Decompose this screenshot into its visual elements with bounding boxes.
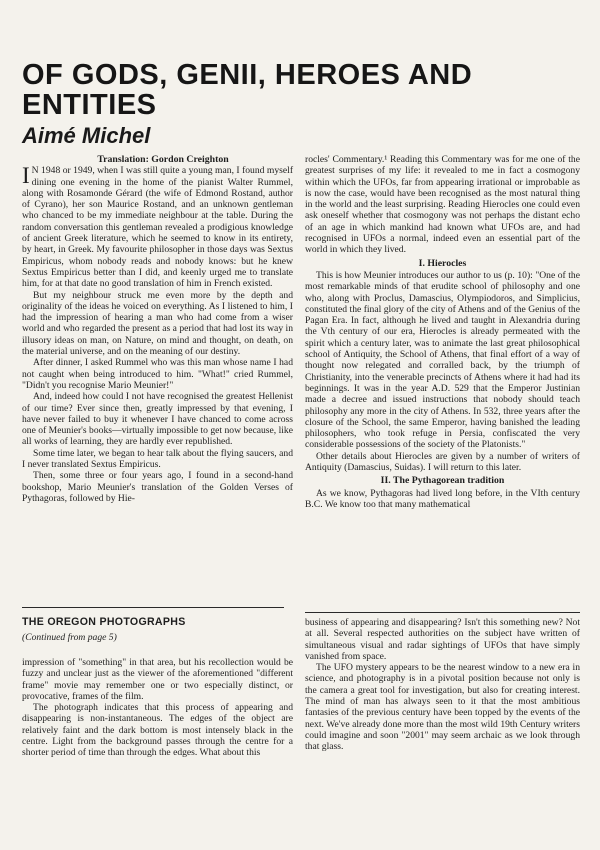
sidebar-paragraph: business of appearing and disappearing? Isn't this something new? Not at all. Several respected authorities on the subject have written of simultaneous visual and radar sightings of UFOs that have simply vanished from space. bbox=[305, 617, 580, 662]
drop-cap-tail: N 1 bbox=[31, 165, 46, 177]
sidebar-paragraph: impression of "something" in that area, but his recollection would be fuzzy and unclear just as the viewer of the aforementioned "different frame" movie may remember one or two especially distinct, or provocative, frames of the film. bbox=[22, 657, 293, 702]
article-paragraph: And, indeed how could I not have recognised the greatest Hellenist of our time? Ever since then, greatly impressed by that evening, I have never failed to buy it whenever I have chanced to come across one of Meunier's books—virtually impossible to get now because, like all works of learning, they are hardly ever republished. bbox=[22, 391, 293, 448]
article-paragraph: This is how Meunier introduces our author to us (p. 10): "One of the most remarkable minds of that erudite school of philosophy and one who, along with Proclus, Damascius, Olympiodoros, and Simplicius, constituted the final glory of the city of Athens and of the Genius of the Pagan Era. In fact, although he lived and taught in Alexandria during the Vth century of our era, Hierocles is already permeated with the spirit which a century later, was to animate the last great philosophical school of Antiquity, the School of Athens, that final effort of a way of thought now relegated and corralled back, by the triumph of Christianity, into the venerable precincts of Athens where it had had its beginnings. It was in the year A.D. 529 that the Emperor Justinian made a decree and issued instructions that nobody should teach philosophy any more in the city of Athens. In 532, three years after the closure of the School, the same Emperor, having banished the leading philosophers, who took refuge in Persia, confiscated the very considerable possessions of the society of the Platonists." bbox=[305, 269, 580, 451]
article-author: Aimé Michel bbox=[22, 123, 151, 148]
opening-paragraph bbox=[22, 165, 293, 289]
sidebar-paragraph: The UFO mystery appears to be the nearest window to a new era in science, and photography is in a pivotal position because not only is the camera a great tool for investigation, but also for creating interest. The mind of man has always seen to it that the most ambitious fantasies of the previous century have been topped by the events of the next. We've already done more than the most wild 19th Century writers could imagine and soon "2001" may seem archaic as we look through that glass. bbox=[305, 662, 580, 753]
article-right-column bbox=[305, 154, 580, 510]
drop-cap: I bbox=[22, 163, 30, 189]
translation-credit: Translation: Gordon Creighton bbox=[97, 154, 229, 165]
section-heading-hierocles: I. Hierocles bbox=[418, 257, 467, 269]
sidebar-paragraph: The photograph indicates that this process of appearing and disappearing is non-instantaneous. The edges of the object are relatively faint and the dark bottom is most intensely black in the centre. Light from the background passes through the centre for a shorter period of time than through the edges. What about this bbox=[22, 702, 293, 759]
article-paragraph: As we know, Pythagoras had lived long before, in the VIth century B.C. We know too that many mathematical bbox=[305, 487, 580, 510]
article-paragraph: Other details about Hierocles are given by a number of writers of Antiquity (Damascius, Suidas). I will return to this later. bbox=[305, 450, 580, 474]
article-paragraph: But my neighbour struck me even more by the depth and originality of the ideas he voiced on everything. As I listened to him, I had the impression of hearing a man who had come from a wiser world and who regarded the present as a period that had lost its way in illusory ideas on man, on Nature, on mind and thought, on death, on the material universe, and on the meaning of our destiny. bbox=[22, 289, 293, 358]
article-paragraph: After dinner, I asked Rummel who was this man whose name I had not caught when being introduced to him. "What!" cried Rummel, "Didn't you recognise Mario Meunier!" bbox=[22, 357, 293, 391]
article-paragraph: Some time later, we began to hear talk about the flying saucers, and I never translated Sextus Empiricus. bbox=[22, 447, 293, 471]
continued-note: (Continued from page 5) bbox=[22, 632, 117, 643]
article-paragraph: Then, some three or four years ago, I found in a second-hand bookshop, Mario Meunier's translation of the Golden Verses of Pythagoras, followed by Hie- bbox=[22, 470, 293, 504]
section-heading-pythagorean: II. The Pythagorean tradition bbox=[380, 475, 505, 487]
section-divider bbox=[305, 612, 580, 613]
section-divider bbox=[22, 607, 284, 608]
article-left-column bbox=[22, 154, 293, 504]
article-title: OF GODS, GENII, HEROES AND ENTITIES bbox=[22, 59, 473, 121]
opening-paragraph-text: 948 or 1949, when I was still quite a young man, I found myself dining one evening in the home of the pianist Walter Rummel, along with Rosamonde Gérard (the wife of Edmond Rostand, author of Cyrano), her son Maurice Rostand, and an unknown gentleman who chanced to be my immediate neighbour at the table. During the random conversation this gentleman revealed a prodigious knowledge of ancient Greek literature, which he seemed to know in its entirety, by heart, in Greek. My favourite philosopher in those days was Sextus Empiricus, whom nobody reads and nobody knows: but he knew Sextus Empiricus better than I did, and keenly urged me to translate him, for at that date no good translation of him in French existed. bbox=[22, 165, 294, 290]
sidebar-right-column bbox=[305, 617, 580, 753]
article-paragraph: rocles' Commentary.¹ Reading this Commentary was for me one of the greatest surprises of my life: it revealed to me in fact a cosmogony within which the UFOs, far from appearing irrational or improbable as is now the case, would have been recognised as the most natural thing in the world and the least surprising. Reading Hierocles one could even ask oneself whether that cosmogony was not perhaps the distant echo of an age in which mankind had known what UFOs are, and had recognised in UFOs a normal, indeed even an essential part of the world in which they lived. bbox=[305, 154, 580, 256]
sidebar-heading: THE OREGON PHOTOGRAPHS bbox=[22, 616, 186, 628]
sidebar-left-column bbox=[22, 657, 293, 759]
